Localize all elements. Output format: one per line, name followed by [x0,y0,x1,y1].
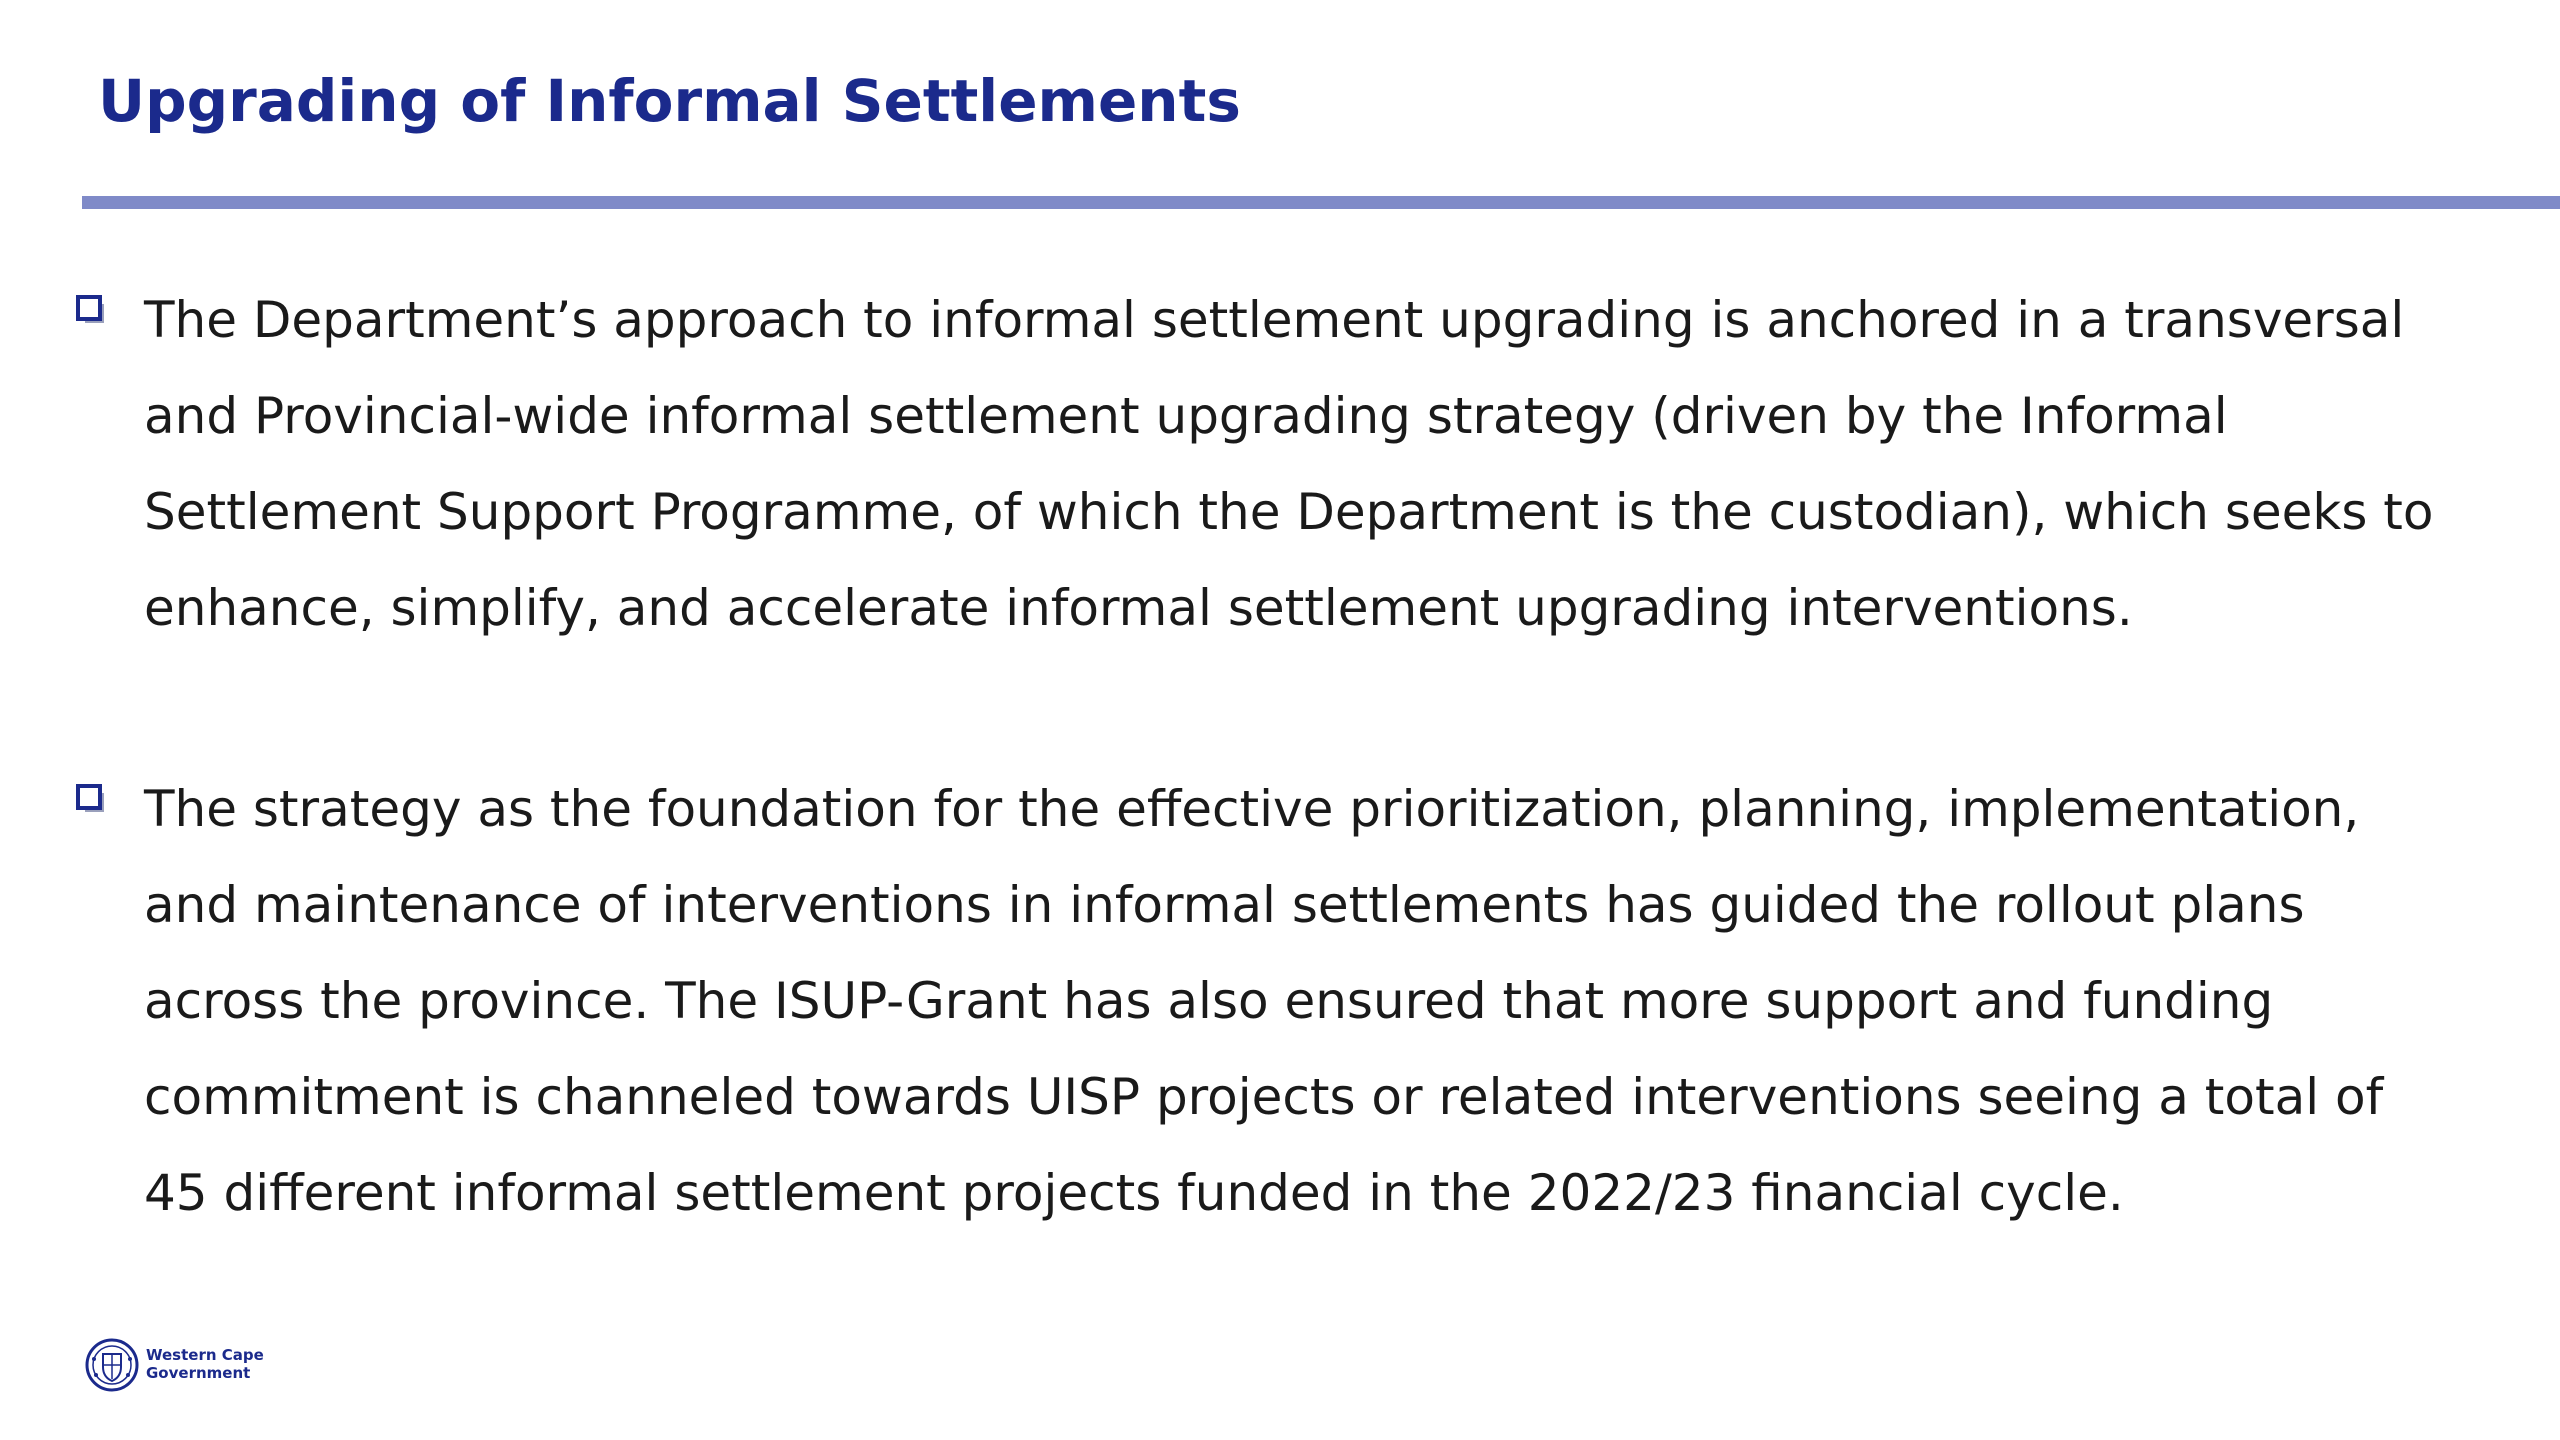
bullet-text: The strategy as the foundation for the effective prioritization, planning, implementation, and maintenance of interventions in informal settlements has guided the rollout plans across the province. The ISUP-Grant has also ensured that more support and funding commitment is channeled towards UISP projects or related interventions seeing a total of 45 different informal settlement projects funded in the 2022/23 financial cycle. [144,780,2384,1222]
checkbox-square-icon [76,784,106,814]
checkbox-square-icon [76,295,106,325]
title-divider [82,196,2560,209]
western-cape-government-logo [84,1335,284,1395]
logo-line-1: Western Cape [146,1346,264,1364]
bullet-text: The Department’s approach to informal settlement upgrading is anchored in a transversal and Provincial-wide informal settlement upgrading strategy (driven by the Informal Settlement Support Programme, of which the Department is the custodian), which seeks to enhance, simplify, and accelerate informal settlement upgrading interventions. [144,291,2434,637]
logo-line-2: Government [146,1364,251,1382]
slide-title: Upgrading of Informal Settlements [98,67,1241,135]
western-cape-crest-icon [84,1337,140,1393]
logo-wordmark [146,1346,264,1382]
